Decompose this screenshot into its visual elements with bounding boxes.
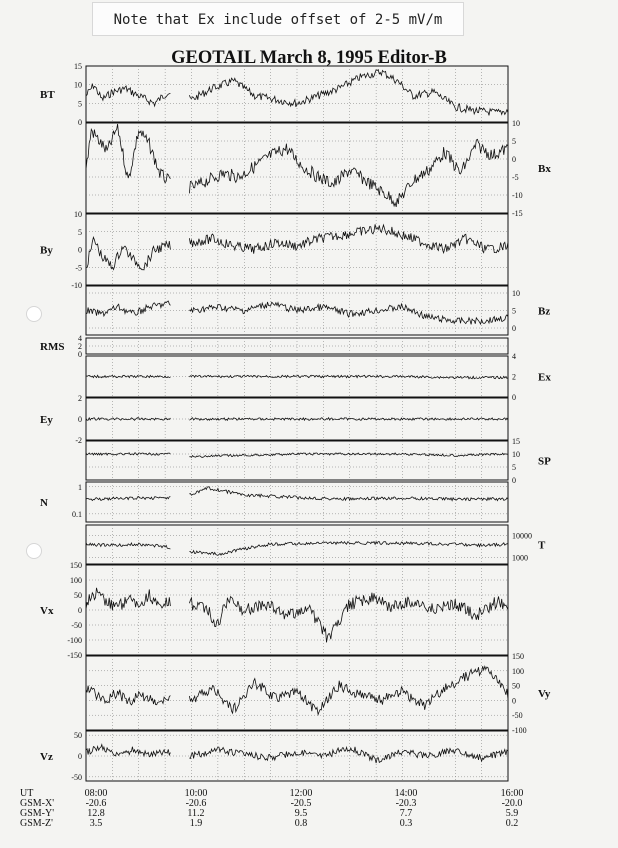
series-line-vy (189, 666, 508, 714)
tick-label: 15 (512, 437, 520, 446)
offset-note: Note that Ex include offset of 2-5 mV/m (92, 2, 464, 36)
tick-label: 0 (78, 415, 82, 424)
tick-label: 150 (512, 652, 524, 661)
tick-label: 100 (512, 666, 524, 676)
tick-label: -5 (512, 173, 519, 182)
panel-label-rms: RMS (40, 341, 65, 353)
series-line-bz (86, 301, 170, 316)
tick-label: -150 (67, 651, 82, 660)
tick-label: 0 (512, 155, 516, 164)
ephemeris-value: 5.9 (505, 808, 519, 819)
panel-bt (40, 62, 508, 127)
ephemeris-value: 12.8 (87, 808, 105, 819)
ephemeris-label: GSM-X' (20, 798, 55, 809)
tick-label: -15 (512, 209, 523, 218)
tick-label: -50 (71, 621, 82, 630)
tick-label: 10 (512, 289, 520, 298)
ephemeris-label: GSM-Y' (20, 808, 55, 819)
series-line-vx (189, 593, 508, 643)
x-tick-label: 08:00 (84, 788, 108, 799)
panel-label-bx: Bx (538, 163, 551, 175)
series-line-vx (86, 588, 170, 610)
ephemeris-value: 1.9 (189, 818, 203, 829)
panel-ey (40, 394, 508, 445)
ephemeris-label: UT (20, 788, 34, 799)
tick-label: 1 (78, 482, 82, 492)
tick-label: 5 (78, 99, 82, 109)
panel-by (40, 210, 508, 290)
panel-label-n: N (40, 497, 48, 509)
panel-vx (40, 561, 508, 660)
panel-n (40, 482, 508, 522)
tick-label: 0 (512, 324, 516, 333)
series-line-bx (86, 124, 170, 183)
panel-bx (86, 119, 551, 218)
series-line-bt (86, 84, 170, 106)
panel-label-vx: Vx (40, 605, 54, 617)
tick-label: 5 (512, 463, 516, 472)
series-line-ey (189, 418, 508, 421)
tick-label: 2 (78, 342, 82, 351)
panel-label-t: T (538, 539, 546, 552)
tick-label: -10 (71, 281, 82, 290)
ephemeris-value: 9.5 (294, 808, 308, 819)
tick-label: 2 (512, 372, 516, 382)
tick-label: -2 (75, 436, 82, 445)
tick-label: -10 (512, 191, 523, 200)
x-tick-label: 14:00 (394, 788, 418, 799)
tick-label: -50 (71, 772, 82, 782)
series-line-bt (189, 70, 508, 116)
ephemeris-value: -20.0 (501, 798, 523, 809)
series-line-by (189, 224, 508, 253)
panel-label-ey: Ey (40, 414, 53, 426)
tick-label: -100 (67, 636, 82, 645)
tick-label: 0 (78, 606, 82, 615)
tick-label: 5 (78, 227, 82, 237)
tick-label: 0 (78, 350, 82, 359)
panel-sp (86, 437, 551, 485)
panel-vz (40, 731, 508, 782)
tick-label: 0 (78, 118, 82, 127)
tick-label: 0 (78, 752, 82, 761)
page-title: GEOTAIL March 8, 1995 Editor-B (171, 48, 447, 68)
tick-label: 0 (512, 393, 516, 402)
tick-label: 0 (512, 476, 516, 485)
ephemeris-value: 0.3 (399, 818, 413, 829)
tick-label: 50 (512, 681, 520, 691)
tick-label: 100 (70, 576, 82, 585)
panel-label-bz: Bz (538, 305, 551, 318)
series-line-t (86, 543, 170, 549)
tick-label: 10 (74, 210, 82, 219)
tick-label: 50 (74, 591, 82, 600)
ephemeris-value: 11.2 (187, 808, 205, 819)
tick-label: 10 (512, 119, 520, 128)
tick-label: 4 (512, 352, 516, 361)
tick-label: 1000 (512, 553, 528, 563)
tick-label: 0.1 (72, 509, 82, 519)
tick-label: 0 (78, 245, 82, 255)
series-line-vz (189, 747, 508, 763)
x-tick-label: 16:00 (500, 788, 524, 799)
series-line-n (189, 487, 508, 501)
panel-bz (86, 286, 550, 335)
series-line-bx (189, 139, 508, 207)
series-line-bz (189, 302, 508, 324)
tick-label: 10 (74, 80, 82, 90)
panel-vy (86, 652, 551, 735)
x-tick-label: 10:00 (184, 788, 208, 799)
panel-label-vy: Vy (538, 688, 551, 700)
panel-rms (40, 334, 508, 359)
panel-label-ex: Ex (538, 371, 551, 384)
series-line-sp (189, 453, 508, 458)
series-line-vz (86, 745, 170, 757)
tick-label: 2 (78, 394, 82, 403)
tick-label: 0 (512, 696, 516, 706)
ephemeris-value: 0.8 (294, 818, 308, 829)
panel-label-sp: SP (538, 455, 551, 468)
panel-label-vz: Vz (40, 751, 53, 763)
tick-label: 10 (512, 450, 520, 459)
ephemeris-value: 3.5 (89, 818, 103, 829)
panel-label-by: By (40, 244, 53, 257)
x-tick-label: 12:00 (289, 788, 313, 799)
series-line-by (86, 237, 170, 270)
tick-label: 50 (74, 731, 82, 741)
tick-label: 5 (512, 306, 516, 316)
panel-t (86, 525, 546, 564)
series-line-t (189, 542, 508, 556)
ephemeris-table (20, 788, 523, 829)
ephemeris-value: -20.6 (185, 798, 207, 809)
tick-label: -5 (75, 263, 82, 273)
tick-label: 15 (74, 62, 82, 71)
ephemeris-label: GSM-Z' (20, 818, 53, 829)
tick-label: 4 (78, 334, 82, 343)
tick-label: -100 (512, 726, 527, 735)
panel-ex (86, 352, 551, 402)
series-line-ex (189, 375, 508, 378)
series-line-vy (86, 686, 170, 705)
panel-label-bt: BT (40, 89, 55, 101)
ephemeris-value: -20.6 (85, 798, 107, 809)
tick-label: 10000 (512, 531, 532, 541)
ephemeris-value: 0.2 (505, 818, 519, 829)
ephemeris-value: 7.7 (399, 808, 413, 819)
tick-label: 150 (70, 561, 82, 570)
series-line-n (86, 497, 170, 501)
ephemeris-value: -20.5 (290, 798, 312, 809)
tick-label: 5 (512, 137, 516, 146)
tick-label: -50 (512, 711, 523, 721)
ephemeris-value: -20.3 (395, 798, 417, 809)
